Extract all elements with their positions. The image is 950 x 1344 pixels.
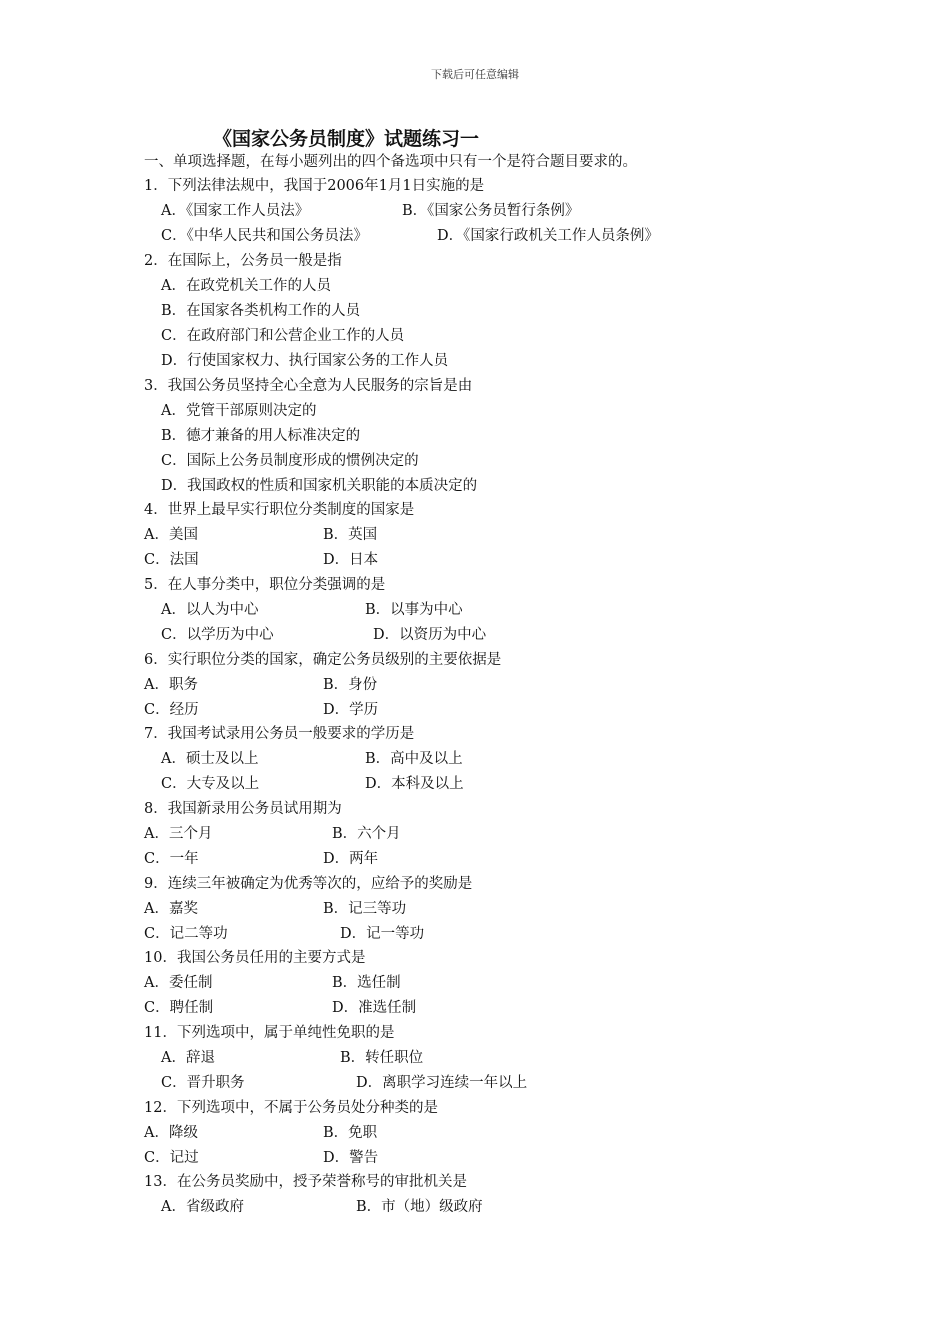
option-a: A．美国 bbox=[144, 527, 198, 543]
option-b: B．六个月 bbox=[332, 826, 401, 842]
option-b: B．《国家公务员暂行条例》 bbox=[402, 203, 580, 219]
option-b: B．高中及以上 bbox=[365, 751, 463, 767]
option-a: A．省级政府 bbox=[161, 1199, 244, 1215]
option-b: B．英国 bbox=[323, 527, 378, 543]
option-d: D．行使国家权力、执行国家公务的工作人员 bbox=[161, 353, 449, 369]
option-a: A．党管干部原则决定的 bbox=[161, 403, 317, 419]
option-b: B．在国家各类机构工作的人员 bbox=[161, 303, 361, 319]
option-c: C．在政府部门和公营企业工作的人员 bbox=[161, 328, 405, 344]
option-d: D．准选任制 bbox=[332, 1000, 417, 1016]
document-title: 《国家公务员制度》试题练习一 bbox=[213, 128, 480, 150]
option-d: D．以资历为中心 bbox=[373, 627, 487, 643]
option-d: D．《国家行政机关工作人员条例》 bbox=[437, 228, 659, 244]
option-b: B．身份 bbox=[323, 677, 378, 693]
option-d: D．我国政权的性质和国家机关职能的本质决定的 bbox=[161, 478, 478, 494]
option-d: D．离职学习连续一年以上 bbox=[356, 1075, 528, 1091]
option-c: C．经历 bbox=[144, 702, 199, 718]
option-c: C．记过 bbox=[144, 1150, 199, 1166]
option-a: A．职务 bbox=[144, 677, 198, 693]
option-b: B．德才兼备的用人标准决定的 bbox=[161, 428, 361, 444]
option-c: C．记二等功 bbox=[144, 926, 228, 942]
section-heading: 一、单项选择题，在每小题列出的四个备选项中只有一个是符合题目要求的。 bbox=[144, 154, 637, 170]
option-d: D．学历 bbox=[323, 702, 379, 718]
option-d: D．本科及以上 bbox=[365, 776, 464, 792]
option-a: A．三个月 bbox=[144, 826, 213, 842]
option-b: B．市（地）级政府 bbox=[356, 1199, 483, 1215]
option-c: C．一年 bbox=[144, 851, 199, 867]
option-a: A．在政党机关工作的人员 bbox=[161, 278, 331, 294]
option-d: D．日本 bbox=[323, 552, 379, 568]
option-d: D．两年 bbox=[323, 851, 379, 867]
option-b: B．免职 bbox=[323, 1125, 378, 1141]
option-d: D．警告 bbox=[323, 1150, 379, 1166]
option-a: A．《国家工作人员法》 bbox=[161, 203, 310, 219]
option-c: C．以学历为中心 bbox=[161, 627, 274, 643]
option-b: B．选任制 bbox=[332, 975, 401, 991]
option-c: C．法国 bbox=[144, 552, 199, 568]
option-c: C．晋升职务 bbox=[161, 1075, 245, 1091]
option-a: A．硕士及以上 bbox=[161, 751, 259, 767]
option-b: B．转任职位 bbox=[340, 1050, 424, 1066]
option-b: B．记三等功 bbox=[323, 901, 407, 917]
option-d: D．记一等功 bbox=[340, 926, 425, 942]
page-header-note: 下载后可任意编辑 bbox=[431, 68, 519, 81]
option-c: C．《中华人民共和国公务员法》 bbox=[161, 228, 368, 244]
option-a: A．以人为中心 bbox=[161, 602, 259, 618]
option-a: A．降级 bbox=[144, 1125, 198, 1141]
option-c: C．聘任制 bbox=[144, 1000, 214, 1016]
option-a: A．辞退 bbox=[161, 1050, 215, 1066]
option-b: B．以事为中心 bbox=[365, 602, 463, 618]
option-c: C．国际上公务员制度形成的惯例决定的 bbox=[161, 453, 419, 469]
option-a: A．嘉奖 bbox=[144, 901, 198, 917]
option-a: A．委任制 bbox=[144, 975, 213, 991]
option-c: C．大专及以上 bbox=[161, 776, 260, 792]
